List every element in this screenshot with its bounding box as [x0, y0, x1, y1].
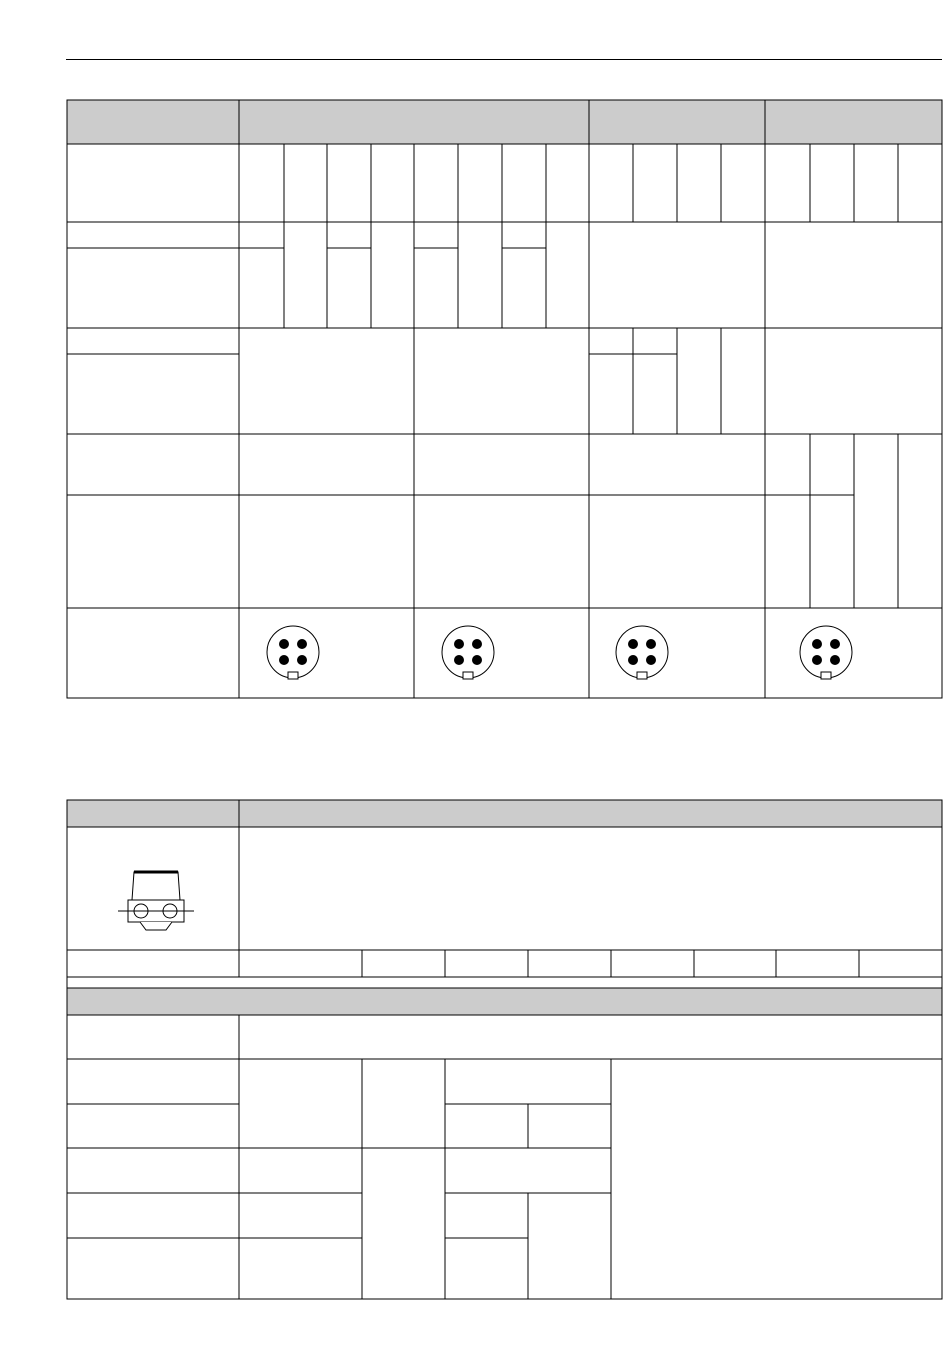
housing-header-fills — [67, 800, 942, 1015]
housing-table-grid — [67, 800, 942, 1299]
field-housing-icon — [118, 872, 194, 930]
